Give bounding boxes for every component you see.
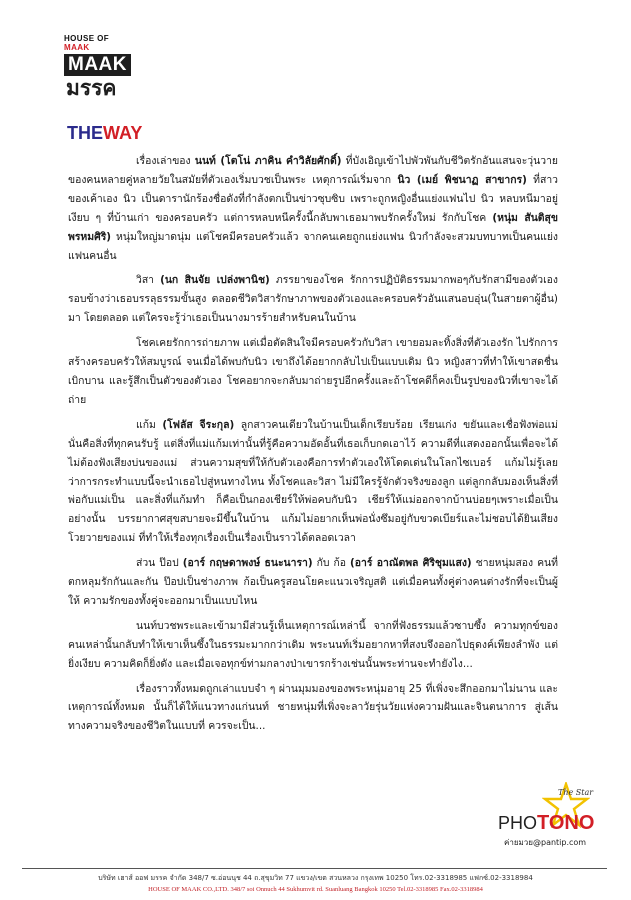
phototono-label [498, 812, 594, 835]
house-of-maak-logo [64, 34, 134, 100]
logo-house-prefix: HOUSE OF [64, 34, 109, 43]
synopsis-paragraph [68, 334, 558, 410]
tono-text: TONO [537, 812, 595, 834]
paragraph-text: ภรรยาของโชค รักการปฏิบัติธรรมมากพอๆกับรักสามีของตัวเอง รอบข้างว่าเธอบรรลุธรรมขั้นสูง ตลอดชีวิตวิสารักษาภาพของตัวเองและครอบครัวอันแสนอบอุ่น(ในสายตาผู้อื่น) มา โดยตลอด แต่ใครจะรู้ว่าเธอเป็นนางมารร้ายสำหรับคนในบ้าน [68, 274, 558, 325]
synopsis-paragraph [68, 680, 558, 737]
logo-maak-box: MAAK [64, 54, 131, 76]
logo-thai-text: มรรค [66, 76, 117, 100]
logo-house-of-text [64, 34, 134, 52]
footer-english-address: HOUSE OF MAAK CO.,LTD. 348/7 soi Onnuch 44 Sukhumvit rd. Suanluang Bangkok 10250 Tel.02-3318985 Fax.02-3318984 [148, 886, 483, 893]
paragraph-text: แก้ม [136, 418, 163, 431]
paragraph-text: ที่สาวของเค้าเอง นิว เป็นดารานักร้องชื่อดังที่กำลังตกเป็นข่าวซุบซิบ เพราะถูกหญิงอื่นแย่งแฟนไป นิว หลบหนีมาอยู่เงียบ ๆ ที่บ้านเก่า ของครอบครัว แต่การหลบหนีครั้งนี้กลับพาเธอมาพบรักครั้งใหม่ รักกับโชค [68, 173, 558, 224]
paragraph-text: ชายหนุ่มสอง คนที่ตกหลุมรักกันและกัน ป๊อปเป็นช่างภาพ ก้อเป็นครูสอนโยคะแนวเจริญสติ แต่เมื่อคนทั้งคู่ต่างคนต่างรักที่จะเป็นผู้ให้ ความรักของทั้งคู่จะออกมาเป็นแบบไหน [68, 557, 558, 607]
paragraph-text: หนุ่มใหญ่มาดนุ่ม แต่โชคมีครอบครัวแล้ว จากคนเคยถูกแย่งแฟน นิวกำลังจะสวมบทบาทเป็นคนแย่งแฟนคนอื่น [68, 230, 558, 262]
phototono-badge [498, 782, 598, 854]
paragraph-text: วิสา [136, 274, 161, 287]
paragraph-text: ส่วน ป๊อป [136, 557, 183, 570]
synopsis-paragraph [68, 271, 558, 328]
cast-name: (นก สินจัย เปล่งพานิช) [160, 274, 270, 287]
paragraph-text: โชคเคยรักการถ่ายภาพ แต่เมื่อตัดสินใจมีครอบครัวกับวิสา เขายอมละทิ้งสิ่งที่ตัวเองรัก ไปรักการสร้างครอบครัวให้สมบูรณ์ จนเมื่อได้พบกับนิว เขาถึงได้อยากกลับไปเป็นแบบเดิม นิว หญิงสาวที่ทำให้เขาสดชื่นเบิกบาน และรู้สึกเป็นตัวของตัวเอง โชคอยากจะกลับมาถ่ายรูปอีกครั้งและถ้าโชคดีก็คงเป็นรูปของนิวที่เขาจะได้ถ่าย [68, 337, 558, 406]
paragraph-text: ลูกสาวคนเดียวในบ้านเป็นเด็กเรียบร้อย เรียนเก่ง ขยันและเชื่อฟังพ่อแม่ นั่นคือสิ่งที่ทุกคนรับรู้ แต่สิ่งที่แม่แก้มเท่านั้นที่รู้คือความอัดอั้นที่เธอเก็บกดเอาไว้ ความดีที่แสดงออกนั้นเพื่อจะได้ไม่ต้องฟังเสียงบ่นของแม่ ส่วนความสุขที่ให้กับตัวเองคือการทำตัวเองให้โดดเด่นในโลกไซเบอร์ แก้มไม่รู้เลยว่าการกระทำแบบนี้จะนำเธอไปสู่หนทางไหน ทั้งโชคและวิสา ไม่มีใครรู้จักตัวจริงของลูก แต่ลูกกลับมองเห็นสิ่งที่พ่อกับแม่เป็น และสิ่งที่แก้มทำ ก็คือเป็นกองเชียร์ให้พ่อคบกับนิว เชียร์ให้แม่ออกจากบ้านบ่อยๆเพราะเมื่อเป็นอย่างนั้น บรรยากาศสุขสบายจะมีขึ้นในบ้าน แก้มไม่อยากเห็นพ่อนั่งซึมอยู่กับขวดเบียร์และไม่ชอบได้ยินเสียงโวยวายของแม่ ที่ทำให้เรื่องทุกเรื่องเป็นเรื่องเป็นราวได้ตลอดเวลา [68, 418, 559, 545]
title-way: WAY [103, 123, 143, 143]
synopsis-body [68, 152, 558, 742]
paragraph-text: เรื่องเล่าของ [136, 155, 195, 167]
footer-thai-address: บริษัท เฮาส์ ออฟ มรรค จำกัด 348/7 ซ.อ่อนนุช 44 ถ.สุขุมวิท 77 แขวง/เขต สวนหลวง กรุงเทพ 10250 โทร.02-3318985 แฟกซ์.02-3318984 [98, 874, 533, 882]
synopsis-paragraph [68, 617, 558, 674]
cast-name: นิว (เมย์ พิชนาฏ สาขากร) [397, 173, 527, 186]
cast-name: (อาร์ กฤษดาพงษ์ ธนะนารา) [182, 557, 313, 570]
synopsis-paragraph [68, 152, 558, 265]
paragraph-text: เรื่องราวทั้งหมดถูกเล่าแบบจำ ๆ ผ่านมุมมองของพระหนุ่มอายุ 25 ที่เพิ่งจะสึกออกมาไม่นาน และเหตุการณ์ทั้งหมด นั้นก็ได้ให้แนวทางแก่นนท์ ชายหนุ่มที่เพิ่งจะลาวัยรุ่นวัยแห่งความฝันและจินตนาการ สู่เส้นทางความจริงของชีวิตในแบบที่ ควรจะเป็น... [68, 682, 558, 733]
paragraph-text: ที่บังเอิญเข้าไปพัวพันกับชีวิตรักอันแสนจะวุ่นวายของคนหลายคู่หลายวัยในสมัยที่ตัวเองเริ่มบวชเป็นพระ เหตุการณ์เริ่มจาก [68, 155, 559, 186]
the-star-label: The Star [558, 788, 594, 797]
paragraph-text: กับ ก้อ [312, 557, 351, 570]
cast-name: (หนุ่ม สันติสุข พรหมศิริ) [68, 211, 558, 243]
cast-name: (อาร์ อาณัตพล ศิริชุมแสง) [350, 557, 472, 570]
badge-email: ค่ายมวย@pantip.com [504, 838, 587, 847]
pho-text: PHO [498, 813, 538, 833]
cast-name: (โฟลัส จีระกุล) [162, 418, 235, 431]
synopsis-paragraph [68, 554, 558, 611]
synopsis-paragraph [68, 416, 558, 548]
title-the: THE [67, 123, 103, 143]
logo-house-accent: MAAK [64, 43, 90, 52]
paragraph-text: นนท์บวชพระและเข้ามามีส่วนรู้เห็นเหตุการณ์เหล่านี้ จากที่ฟังธรรมแล้วซาบซึ้ง ความทุกข์ของคนเหล่านั้นกลับทำให้เขาเห็นซึ้งในธรรมะมากกว่าเดิม พระนนท์เริ่มอยากหาที่สงบจึงออกไปธุดงค์เพียงลำพัง แต่ยิ่งเงียบ ความคิดก็ยิ่งดัง และเมื่อเจอทุกข์ท่ามกลางป่าเขารกร้างเช่นนั้นพระท่านจะทำยังไง... [68, 619, 558, 670]
cast-name: นนท์ (โตโน่ ภาคิน คำวิลัยศักดิ์) [194, 155, 342, 167]
page-title [67, 123, 142, 144]
footer-divider [22, 868, 607, 869]
